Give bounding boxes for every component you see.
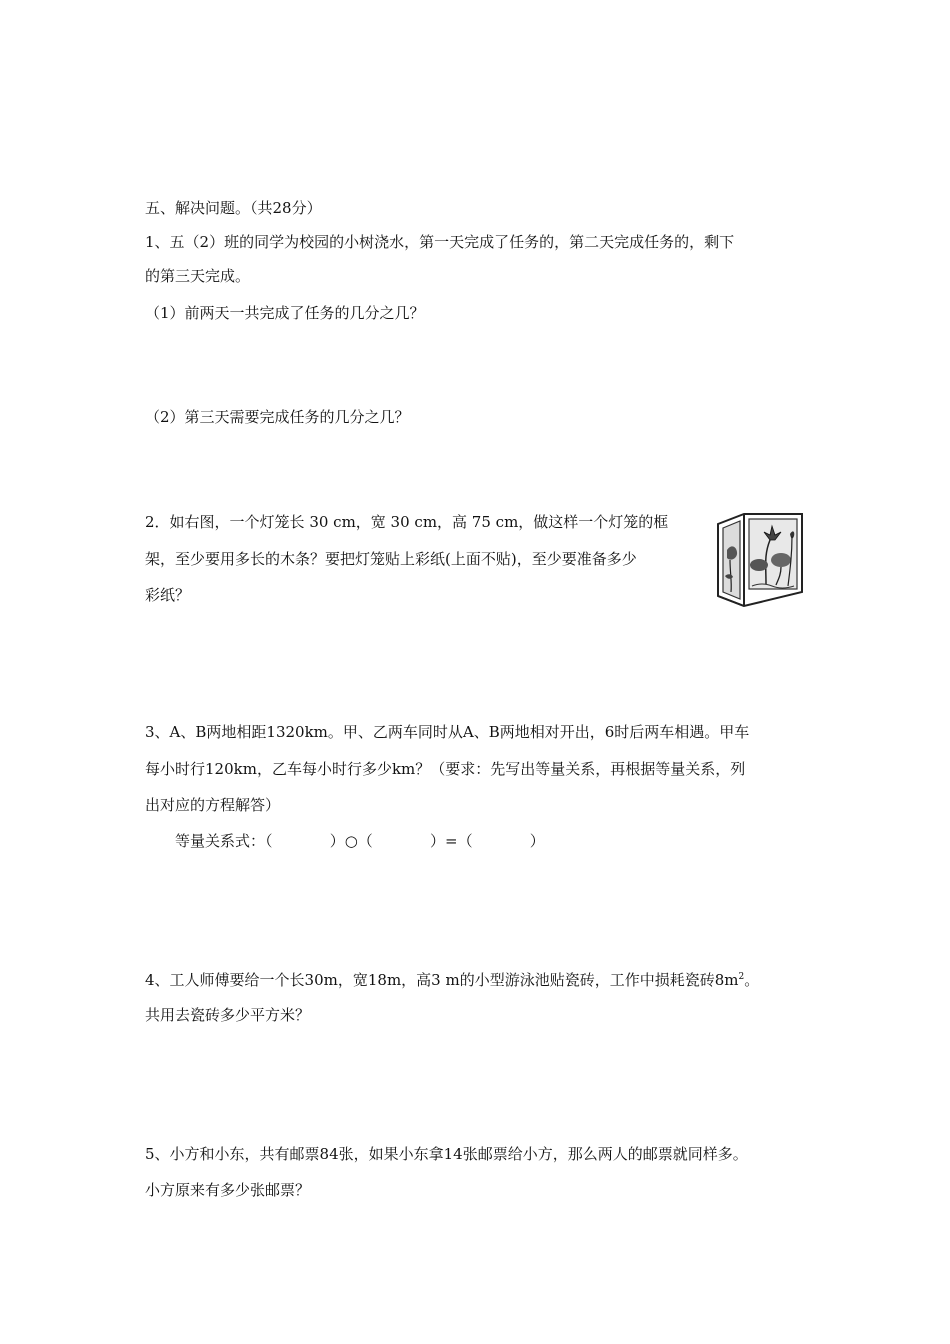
q3-line-3: 出对应的方程解答） (145, 796, 281, 814)
q2-line-3: 彩纸？ (145, 586, 191, 604)
q4-unit-superscript: 2 (738, 972, 745, 982)
q4-line-1-text: 4、工人师傅要给一个长30m，宽18m，高3 m的小型游泳池贴瓷砖，工作中损耗瓷砖8m (145, 971, 739, 989)
q5-line-2: 小方原来有多少张邮票？ (145, 1181, 311, 1199)
q4-line-2: 共用去瓷砖多少平方米？ (145, 1006, 311, 1024)
q5-line-1: 5、小方和小东，共有邮票84张，如果小东拿14张邮票给小方，那么两人的邮票就同样多。 (145, 1145, 748, 1163)
q2-line-2: 架，至少要用多长的木条？要把灯笼贴上彩纸(上面不贴)，至少要准备多少 (145, 550, 637, 568)
q3-line-1: 3、A、B两地相距1320km。甲、乙两车同时从A、B两地相对开出，6时后两车相遇。甲车 (145, 723, 750, 741)
q2-line-1: 2．如右图，一个灯笼长 30 cm，宽 30 cm，高 75 cm，做这样一个灯笼的框 (145, 513, 669, 531)
q1-line-1: 1、五（2）班的同学为校园的小树浇水，第一天完成了任务的，第二天完成任务的，剩下 (145, 233, 735, 251)
q1-subquestion-1: （1）前两天一共完成了任务的几分之几？ (145, 304, 425, 322)
section-title: 五、解决问题。（共28分） (145, 199, 322, 217)
lantern-illustration-icon (714, 510, 806, 610)
q3-line-2: 每小时行120km，乙车每小时行多少km？（要求：先写出等量关系，再根据等量关系，列 (145, 760, 746, 778)
q4-line-1-end: 。 (744, 971, 760, 989)
q3-equivalence-relation: 等量关系式：（ ）○（ ）=（ ） (175, 832, 545, 850)
q1-subquestion-2: （2）第三天需要完成任务的几分之几？ (145, 408, 410, 426)
q1-line-2: 的第三天完成。 (145, 267, 251, 285)
q4-line-1 (145, 970, 759, 990)
